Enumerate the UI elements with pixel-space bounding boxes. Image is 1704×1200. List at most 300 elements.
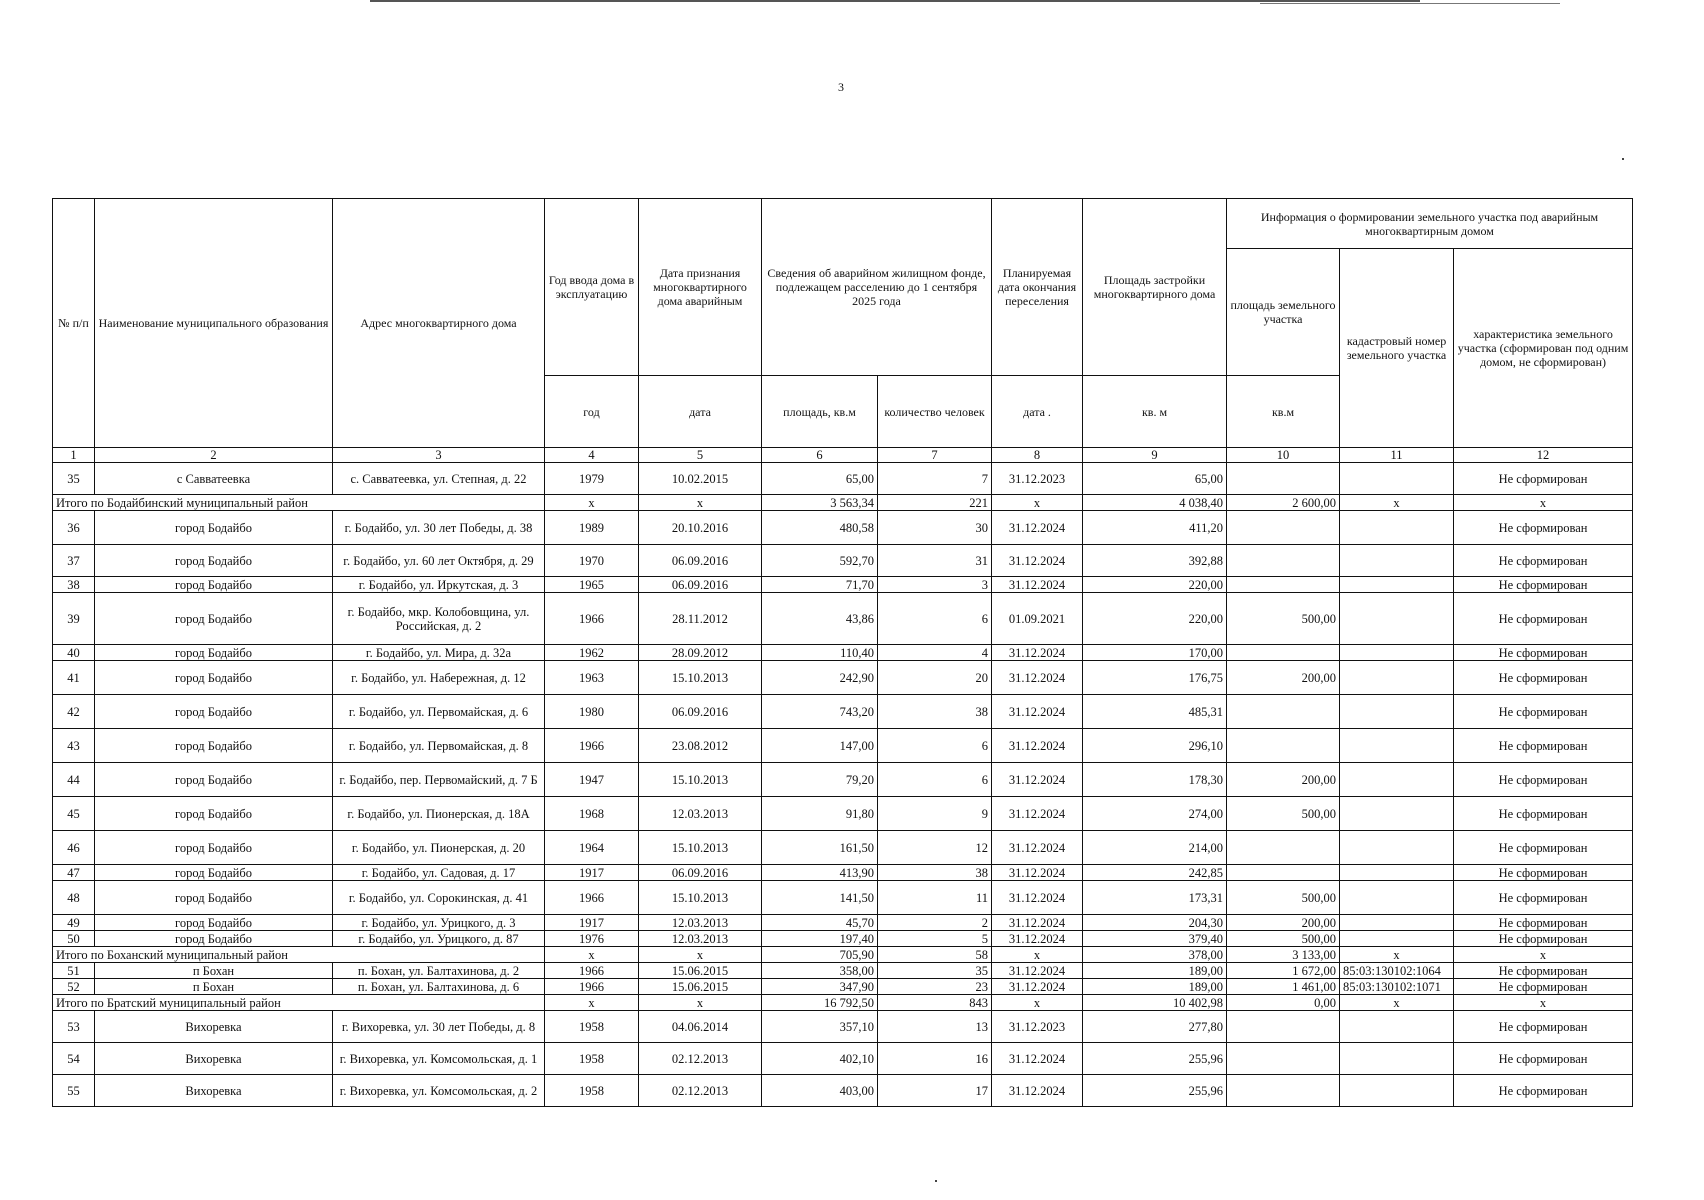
col-header-planned-date: Планируемая дата окончания переселения xyxy=(992,199,1083,376)
people-count-cell: 6 xyxy=(878,729,992,763)
living-area-cell: 347,90 xyxy=(762,979,878,995)
people-count-cell: 4 xyxy=(878,645,992,661)
address-cell: г. Бодайбо, мкр. Колобовщина, ул. Российская, д. 2 xyxy=(333,593,545,645)
land-area-cell xyxy=(1227,865,1340,881)
building-area-cell: 176,75 xyxy=(1083,661,1227,695)
date-recognized-cell: 10.02.2015 xyxy=(639,463,762,495)
land-area-cell: 200,00 xyxy=(1227,661,1340,695)
people-count-cell: 9 xyxy=(878,797,992,831)
row-number: 36 xyxy=(53,511,95,545)
table-row xyxy=(53,1075,1633,1107)
year-built-cell: 1980 xyxy=(545,695,639,729)
table-row xyxy=(53,661,1633,695)
cadastral-cell xyxy=(1340,931,1454,947)
table-row xyxy=(53,593,1633,645)
municipality-cell: п Бохан xyxy=(95,979,333,995)
year-built-cell: 1958 xyxy=(545,1075,639,1107)
living-area-cell: 71,70 xyxy=(762,577,878,593)
row-number: 42 xyxy=(53,695,95,729)
municipality-cell: город Бодайбо xyxy=(95,831,333,865)
date-recognized-cell: 28.09.2012 xyxy=(639,645,762,661)
year-built-cell: 1966 xyxy=(545,593,639,645)
people-count-cell: 30 xyxy=(878,511,992,545)
row-number: 53 xyxy=(53,1011,95,1043)
living-area-cell: 91,80 xyxy=(762,797,878,831)
people-count-cell: 31 xyxy=(878,545,992,577)
planned-date-cell: 01.09.2021 xyxy=(992,593,1083,645)
cadastral-cell xyxy=(1340,763,1454,797)
land-status-cell: Не сформирован xyxy=(1454,729,1633,763)
land-status-cell: Не сформирован xyxy=(1454,593,1633,645)
subtotal-row xyxy=(53,947,1633,963)
year-built-cell: 1976 xyxy=(545,931,639,947)
year-built-cell: х xyxy=(545,995,639,1011)
planned-date-cell: 31.12.2024 xyxy=(992,577,1083,593)
date-recognized-cell: 02.12.2013 xyxy=(639,1043,762,1075)
scan-speck xyxy=(935,1180,937,1182)
column-number: 5 xyxy=(639,448,762,463)
living-area-cell: 357,10 xyxy=(762,1011,878,1043)
address-cell: г. Вихоревка, ул. Комсомольская, д. 1 xyxy=(333,1043,545,1075)
year-built-cell: 1917 xyxy=(545,865,639,881)
planned-date-cell: 31.12.2024 xyxy=(992,931,1083,947)
col-header-year-built: Год ввода дома в эксплуатацию xyxy=(545,199,639,376)
people-count-cell: 6 xyxy=(878,763,992,797)
table-row xyxy=(53,763,1633,797)
date-recognized-cell: 06.09.2016 xyxy=(639,695,762,729)
living-area-cell: 3 563,34 xyxy=(762,495,878,511)
column-number: 11 xyxy=(1340,448,1454,463)
year-built-cell: 1966 xyxy=(545,979,639,995)
planned-date-cell: 31.12.2024 xyxy=(992,763,1083,797)
people-count-cell: 5 xyxy=(878,931,992,947)
land-area-cell: 500,00 xyxy=(1227,593,1340,645)
people-count-cell: 2 xyxy=(878,915,992,931)
address-cell: г. Вихоревка, ул. Комсомольская, д. 2 xyxy=(333,1075,545,1107)
land-status-cell: Не сформирован xyxy=(1454,661,1633,695)
people-count-cell: 35 xyxy=(878,963,992,979)
planned-date-cell: 31.12.2024 xyxy=(992,511,1083,545)
planned-date-cell: х xyxy=(992,995,1083,1011)
table-row xyxy=(53,979,1633,995)
address-cell: г. Бодайбо, ул. Первомайская, д. 8 xyxy=(333,729,545,763)
planned-date-cell: 31.12.2024 xyxy=(992,729,1083,763)
land-status-cell: Не сформирован xyxy=(1454,645,1633,661)
year-built-cell: 1979 xyxy=(545,463,639,495)
cadastral-cell: 85:03:130102:1064 xyxy=(1340,963,1454,979)
land-area-cell: 0,00 xyxy=(1227,995,1340,1011)
table-row xyxy=(53,463,1633,495)
municipality-cell: Вихоревка xyxy=(95,1075,333,1107)
address-cell: п. Бохан, ул. Балтахинова, д. 2 xyxy=(333,963,545,979)
row-number: 39 xyxy=(53,593,95,645)
municipality-cell: город Бодайбо xyxy=(95,881,333,915)
column-number: 1 xyxy=(53,448,95,463)
table-row xyxy=(53,1011,1633,1043)
cadastral-cell xyxy=(1340,729,1454,763)
planned-date-cell: 31.12.2024 xyxy=(992,881,1083,915)
building-area-cell: 214,00 xyxy=(1083,831,1227,865)
land-status-cell: Не сформирован xyxy=(1454,463,1633,495)
date-recognized-cell: 15.06.2015 xyxy=(639,979,762,995)
address-cell: п. Бохан, ул. Балтахинова, д. 6 xyxy=(333,979,545,995)
cadastral-cell: х xyxy=(1340,495,1454,511)
living-area-cell: 358,00 xyxy=(762,963,878,979)
col-header-municipality: Наименование муниципального образования xyxy=(95,199,333,448)
living-area-cell: 161,50 xyxy=(762,831,878,865)
col-header-date-recognized: Дата признания многоквартирного дома аварийным xyxy=(639,199,762,376)
planned-date-cell: х xyxy=(992,495,1083,511)
municipality-cell: город Бодайбо xyxy=(95,661,333,695)
year-built-cell: 1962 xyxy=(545,645,639,661)
table-row xyxy=(53,511,1633,545)
year-built-cell: 1966 xyxy=(545,729,639,763)
date-recognized-cell: 15.10.2013 xyxy=(639,881,762,915)
municipality-cell: город Бодайбо xyxy=(95,729,333,763)
subtotal-row xyxy=(53,995,1633,1011)
land-status-cell: Не сформирован xyxy=(1454,1043,1633,1075)
year-built-cell: 1958 xyxy=(545,1011,639,1043)
table-row xyxy=(53,915,1633,931)
people-count-cell: 16 xyxy=(878,1043,992,1075)
date-recognized-cell: 02.12.2013 xyxy=(639,1075,762,1107)
land-status-cell: Не сформирован xyxy=(1454,797,1633,831)
people-count-cell: 7 xyxy=(878,463,992,495)
people-count-cell: 3 xyxy=(878,577,992,593)
living-area-cell: 147,00 xyxy=(762,729,878,763)
land-area-cell xyxy=(1227,645,1340,661)
municipality-cell: с Савватеевка xyxy=(95,463,333,495)
municipality-cell: Вихоревка xyxy=(95,1043,333,1075)
people-count-cell: 23 xyxy=(878,979,992,995)
land-area-cell: 500,00 xyxy=(1227,797,1340,831)
living-area-cell: 110,40 xyxy=(762,645,878,661)
planned-date-cell: 31.12.2024 xyxy=(992,645,1083,661)
subtotal-label: Итого по Бодайбинский муниципальный район xyxy=(53,495,545,511)
land-area-cell xyxy=(1227,577,1340,593)
land-area-cell xyxy=(1227,545,1340,577)
building-area-cell: 485,31 xyxy=(1083,695,1227,729)
column-number: 6 xyxy=(762,448,878,463)
row-number: 52 xyxy=(53,979,95,995)
land-status-cell: Не сформирован xyxy=(1454,545,1633,577)
planned-date-cell: х xyxy=(992,947,1083,963)
cadastral-cell xyxy=(1340,545,1454,577)
address-cell: г. Бодайбо, ул. Садовая, д. 17 xyxy=(333,865,545,881)
land-status-cell: Не сформирован xyxy=(1454,831,1633,865)
table-row xyxy=(53,831,1633,865)
unit-date: дата . xyxy=(992,376,1083,448)
municipality-cell: город Бодайбо xyxy=(95,915,333,931)
row-number: 50 xyxy=(53,931,95,947)
land-area-cell xyxy=(1227,1011,1340,1043)
row-number: 40 xyxy=(53,645,95,661)
unit-year: год xyxy=(545,376,639,448)
building-area-cell: 242,85 xyxy=(1083,865,1227,881)
living-area-cell: 45,70 xyxy=(762,915,878,931)
municipality-cell: п Бохан xyxy=(95,963,333,979)
municipality-cell: город Бодайбо xyxy=(95,593,333,645)
date-recognized-cell: 12.03.2013 xyxy=(639,915,762,931)
cadastral-cell xyxy=(1340,463,1454,495)
land-status-cell: х xyxy=(1454,495,1633,511)
date-recognized-cell: 06.09.2016 xyxy=(639,545,762,577)
cadastral-cell: х xyxy=(1340,995,1454,1011)
col-header-address: Адрес многоквартирного дома xyxy=(333,199,545,448)
municipality-cell: город Бодайбо xyxy=(95,695,333,729)
land-area-cell xyxy=(1227,1075,1340,1107)
land-status-cell: Не сформирован xyxy=(1454,881,1633,915)
year-built-cell: 1917 xyxy=(545,915,639,931)
date-recognized-cell: х xyxy=(639,495,762,511)
row-number: 37 xyxy=(53,545,95,577)
planned-date-cell: 31.12.2023 xyxy=(992,463,1083,495)
living-area-cell: 480,58 xyxy=(762,511,878,545)
date-recognized-cell: 20.10.2016 xyxy=(639,511,762,545)
date-recognized-cell: 04.06.2014 xyxy=(639,1011,762,1043)
land-area-cell xyxy=(1227,511,1340,545)
municipality-cell: город Бодайбо xyxy=(95,865,333,881)
row-number: 47 xyxy=(53,865,95,881)
year-built-cell: 1966 xyxy=(545,963,639,979)
land-area-cell xyxy=(1227,729,1340,763)
date-recognized-cell: 12.03.2013 xyxy=(639,931,762,947)
address-cell: г. Бодайбо, ул. Сорокинская, д. 41 xyxy=(333,881,545,915)
row-number: 38 xyxy=(53,577,95,593)
date-recognized-cell: 28.11.2012 xyxy=(639,593,762,645)
living-area-cell: 197,40 xyxy=(762,931,878,947)
land-area-cell: 2 600,00 xyxy=(1227,495,1340,511)
subtotal-row xyxy=(53,495,1633,511)
page-number: 3 xyxy=(838,80,844,94)
living-area-cell: 705,90 xyxy=(762,947,878,963)
column-number: 3 xyxy=(333,448,545,463)
building-area-cell: 411,20 xyxy=(1083,511,1227,545)
address-cell: с. Савватеевка, ул. Степная, д. 22 xyxy=(333,463,545,495)
address-cell: г. Бодайбо, ул. Иркутская, д. 3 xyxy=(333,577,545,593)
date-recognized-cell: 15.06.2015 xyxy=(639,963,762,979)
date-recognized-cell: х xyxy=(639,995,762,1011)
municipality-cell: город Бодайбо xyxy=(95,645,333,661)
row-number: 43 xyxy=(53,729,95,763)
living-area-cell: 242,90 xyxy=(762,661,878,695)
row-number: 46 xyxy=(53,831,95,865)
address-cell: г. Бодайбо, ул. Пионерская, д. 18А xyxy=(333,797,545,831)
col-header-building-area: Площадь застройки многоквартирного дома xyxy=(1083,199,1227,376)
planned-date-cell: 31.12.2024 xyxy=(992,545,1083,577)
municipality-cell: город Бодайбо xyxy=(95,577,333,593)
people-count-cell: 221 xyxy=(878,495,992,511)
row-number: 35 xyxy=(53,463,95,495)
table-row xyxy=(53,881,1633,915)
cadastral-cell xyxy=(1340,511,1454,545)
land-area-cell xyxy=(1227,695,1340,729)
cadastral-cell xyxy=(1340,577,1454,593)
municipality-cell: город Бодайбо xyxy=(95,763,333,797)
building-area-cell: 189,00 xyxy=(1083,979,1227,995)
subtotal-label: Итого по Братский муниципальный район xyxy=(53,995,545,1011)
land-status-cell: х xyxy=(1454,947,1633,963)
year-built-cell: 1966 xyxy=(545,881,639,915)
building-area-cell: 255,96 xyxy=(1083,1043,1227,1075)
building-area-cell: 274,00 xyxy=(1083,797,1227,831)
building-area-cell: 255,96 xyxy=(1083,1075,1227,1107)
building-area-cell: 392,88 xyxy=(1083,545,1227,577)
date-recognized-cell: 23.08.2012 xyxy=(639,729,762,763)
year-built-cell: 1947 xyxy=(545,763,639,797)
municipality-cell: Вихоревка xyxy=(95,1011,333,1043)
column-number: 4 xyxy=(545,448,639,463)
subtotal-label: Итого по Боханский муниципальный район xyxy=(53,947,545,963)
cadastral-cell xyxy=(1340,831,1454,865)
land-area-cell xyxy=(1227,831,1340,865)
planned-date-cell: 31.12.2024 xyxy=(992,865,1083,881)
cadastral-cell xyxy=(1340,1075,1454,1107)
municipality-cell: город Бодайбо xyxy=(95,545,333,577)
cadastral-cell xyxy=(1340,881,1454,915)
year-built-cell: 1958 xyxy=(545,1043,639,1075)
land-area-cell: 3 133,00 xyxy=(1227,947,1340,963)
people-count-cell: 58 xyxy=(878,947,992,963)
col-header-fund-info: Сведения об аварийном жилищном фонде, подлежащем расселению до 1 сентября 2025 года xyxy=(762,199,992,376)
scan-top-line xyxy=(1260,3,1560,4)
living-area-cell: 592,70 xyxy=(762,545,878,577)
col-header-cadastral: кадастровый номер земельного участка xyxy=(1340,249,1454,448)
living-area-cell: 16 792,50 xyxy=(762,995,878,1011)
address-cell: г. Бодайбо, ул. Урицкого, д. 87 xyxy=(333,931,545,947)
date-recognized-cell: 15.10.2013 xyxy=(639,831,762,865)
date-recognized-cell: х xyxy=(639,947,762,963)
unit-sqm: кв. м xyxy=(1083,376,1227,448)
living-area-cell: 402,10 xyxy=(762,1043,878,1075)
col-header-land-info: Информация о формировании земельного участка под аварийным многоквартирным домом xyxy=(1227,199,1633,249)
living-area-cell: 65,00 xyxy=(762,463,878,495)
people-count-cell: 12 xyxy=(878,831,992,865)
building-area-cell: 65,00 xyxy=(1083,463,1227,495)
column-number: 12 xyxy=(1454,448,1633,463)
date-recognized-cell: 06.09.2016 xyxy=(639,865,762,881)
table-row xyxy=(53,577,1633,593)
table-body xyxy=(53,463,1633,1107)
cadastral-cell xyxy=(1340,1011,1454,1043)
people-count-cell: 38 xyxy=(878,865,992,881)
living-area-cell: 141,50 xyxy=(762,881,878,915)
cadastral-cell xyxy=(1340,865,1454,881)
building-area-cell: 379,40 xyxy=(1083,931,1227,947)
table-header xyxy=(53,199,1633,463)
building-area-cell: 220,00 xyxy=(1083,593,1227,645)
cadastral-cell xyxy=(1340,645,1454,661)
unit-sqm: кв.м xyxy=(1227,376,1340,448)
year-built-cell: х xyxy=(545,947,639,963)
people-count-cell: 20 xyxy=(878,661,992,695)
address-cell: г. Бодайбо, ул. Первомайская, д. 6 xyxy=(333,695,545,729)
municipality-cell: город Бодайбо xyxy=(95,931,333,947)
address-cell: г. Бодайбо, пер. Первомайский, д. 7 Б xyxy=(333,763,545,797)
land-status-cell: Не сформирован xyxy=(1454,915,1633,931)
row-number: 44 xyxy=(53,763,95,797)
people-count-cell: 6 xyxy=(878,593,992,645)
row-number: 54 xyxy=(53,1043,95,1075)
living-area-cell: 79,20 xyxy=(762,763,878,797)
living-area-cell: 403,00 xyxy=(762,1075,878,1107)
row-number: 41 xyxy=(53,661,95,695)
building-area-cell: 4 038,40 xyxy=(1083,495,1227,511)
col-header-num: № п/п xyxy=(53,199,95,448)
table-row xyxy=(53,1043,1633,1075)
column-numbers-row xyxy=(53,448,1633,463)
planned-date-cell: 31.12.2024 xyxy=(992,661,1083,695)
table-row xyxy=(53,645,1633,661)
planned-date-cell: 31.12.2024 xyxy=(992,1043,1083,1075)
row-number: 55 xyxy=(53,1075,95,1107)
land-status-cell: Не сформирован xyxy=(1454,577,1633,593)
row-number: 51 xyxy=(53,963,95,979)
date-recognized-cell: 15.10.2013 xyxy=(639,661,762,695)
address-cell: г. Бодайбо, ул. Пионерская, д. 20 xyxy=(333,831,545,865)
land-status-cell: х xyxy=(1454,995,1633,1011)
cadastral-cell xyxy=(1340,1043,1454,1075)
column-number: 9 xyxy=(1083,448,1227,463)
building-area-cell: 170,00 xyxy=(1083,645,1227,661)
cadastral-cell xyxy=(1340,593,1454,645)
cadastral-cell xyxy=(1340,915,1454,931)
land-area-cell: 500,00 xyxy=(1227,881,1340,915)
land-status-cell: Не сформирован xyxy=(1454,695,1633,729)
table-row xyxy=(53,963,1633,979)
cadastral-cell: 85:03:130102:1071 xyxy=(1340,979,1454,995)
building-area-cell: 189,00 xyxy=(1083,963,1227,979)
cadastral-cell xyxy=(1340,695,1454,729)
planned-date-cell: 31.12.2024 xyxy=(992,1075,1083,1107)
building-area-cell: 204,30 xyxy=(1083,915,1227,931)
date-recognized-cell: 06.09.2016 xyxy=(639,577,762,593)
building-area-cell: 10 402,98 xyxy=(1083,995,1227,1011)
date-recognized-cell: 12.03.2013 xyxy=(639,797,762,831)
people-count-cell: 38 xyxy=(878,695,992,729)
land-area-cell xyxy=(1227,463,1340,495)
land-status-cell: Не сформирован xyxy=(1454,979,1633,995)
emergency-housing-table xyxy=(52,198,1633,1107)
living-area-cell: 43,86 xyxy=(762,593,878,645)
table-row xyxy=(53,865,1633,881)
cadastral-cell xyxy=(1340,797,1454,831)
cadastral-cell xyxy=(1340,661,1454,695)
planned-date-cell: 31.12.2024 xyxy=(992,963,1083,979)
column-number: 10 xyxy=(1227,448,1340,463)
people-count-cell: 17 xyxy=(878,1075,992,1107)
people-count-cell: 843 xyxy=(878,995,992,1011)
col-header-land-area: площадь земельного участка xyxy=(1227,249,1340,376)
building-area-cell: 378,00 xyxy=(1083,947,1227,963)
living-area-cell: 743,20 xyxy=(762,695,878,729)
year-built-cell: 1964 xyxy=(545,831,639,865)
people-count-cell: 11 xyxy=(878,881,992,915)
land-area-cell xyxy=(1227,1043,1340,1075)
table-row xyxy=(53,695,1633,729)
address-cell: г. Бодайбо, ул. Урицкого, д. 3 xyxy=(333,915,545,931)
people-count-cell: 13 xyxy=(878,1011,992,1043)
land-status-cell: Не сформирован xyxy=(1454,763,1633,797)
land-status-cell: Не сформирован xyxy=(1454,511,1633,545)
scan-top-line xyxy=(370,0,1420,2)
land-status-cell: Не сформирован xyxy=(1454,931,1633,947)
column-number: 8 xyxy=(992,448,1083,463)
column-number: 7 xyxy=(878,448,992,463)
planned-date-cell: 31.12.2024 xyxy=(992,797,1083,831)
building-area-cell: 277,80 xyxy=(1083,1011,1227,1043)
row-number: 45 xyxy=(53,797,95,831)
